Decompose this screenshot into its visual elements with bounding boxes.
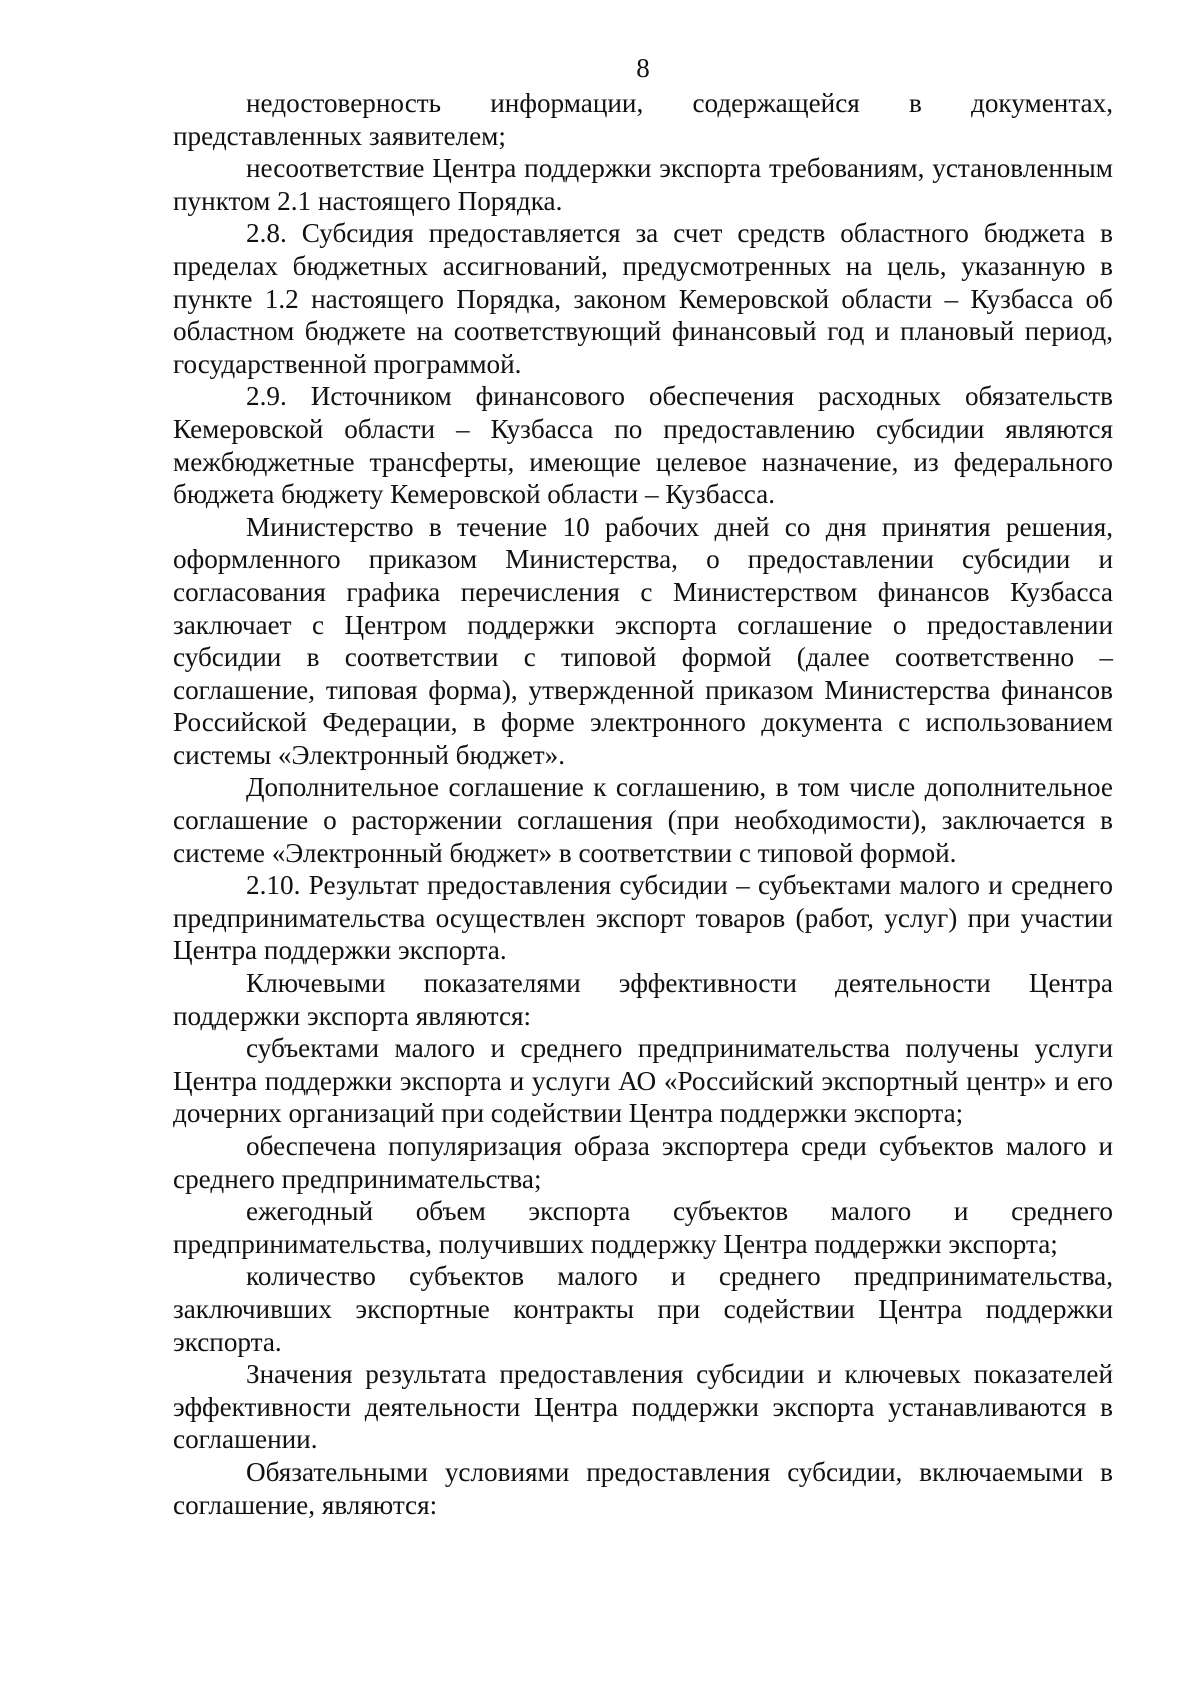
paragraph-9: субъектами малого и среднего предпринимательства получены услуги Центра поддержки экспорта и услуги АО «Российский экспортный центр» и его дочерних организаций при содействии Центра поддержки экспорта; (173, 1033, 1113, 1129)
paragraph-11: ежегодный объем экспорта субъектов малого и среднего предпринимательства, получивших поддержку Центра поддержки экспорта; (173, 1196, 1113, 1259)
paragraph-13: Значения результата предоставления субсидии и ключевых показателей эффективности деятельности Центра поддержки экспорта устанавливаются в соглашении. (173, 1359, 1113, 1455)
paragraph-14: Обязательными условиями предоставления субсидии, включаемыми в соглашение, являются: (173, 1456, 1113, 1520)
paragraph-5: Министерство в течение 10 рабочих дней со дня принятия решения, оформленного приказом Министерства, о предоставлении субсидии и согласования графика перечисления с Министерством финансов Кузбасса заключает с Центром поддержки экспорта соглашение о предоставлении субсидии в соответствии с типовой формой (далее соответственно – соглашение, типовая форма), утвержденной приказом Министерства финансов Российской Федерации, в форме электронного документа с использованием системы «Электронный бюджет». (173, 511, 1113, 770)
page-number: 8 (636, 53, 650, 83)
paragraph-1: недостоверность информации, содержащейся в документах, представленных заявителем; (173, 88, 1113, 151)
paragraph-8: Ключевыми показателями эффективности деятельности Центра поддержки экспорта являются: (173, 968, 1113, 1031)
paragraph-6: Дополнительное соглашение к соглашению, в том числе дополнительное соглашение о расторжении соглашения (при необходимости), заключается в системе «Электронный бюджет» в соответствии с типовой формой. (173, 772, 1113, 868)
paragraph-4: 2.9. Источником финансового обеспечения расходных обязательств Кемеровской области – Кузбасса по предоставлению субсидии являются межбюджетные трансферты, имеющие целевое назначение, из федерального бюджета бюджету Кемеровской области – Кузбасса. (173, 381, 1113, 510)
paragraph-10: обеспечена популяризация образа экспортера среди субъектов малого и среднего предпринимательства; (173, 1131, 1113, 1194)
paragraph-7: 2.10. Результат предоставления субсидии – субъектами малого и среднего предпринимательства осуществлен экспорт товаров (работ, услуг) при участии Центра поддержки экспорта. (173, 870, 1113, 966)
paragraph-3: 2.8. Субсидия предоставляется за счет средств областного бюджета в пределах бюджетных ассигнований, предусмотренных на цель, указанную в пункте 1.2 настоящего Порядка, законом Кемеровской области – Кузбасса об областном бюджете на соответствующий финансовый год и плановый период, государственной программой. (173, 218, 1113, 379)
paragraph-12: количество субъектов малого и среднего предпринимательства, заключивших экспортные контракты при содействии Центра поддержки экспорта. (173, 1261, 1113, 1357)
document-page (173, 55, 1113, 1521)
paragraph-2: несоответствие Центра поддержки экспорта требованиям, установленным пунктом 2.1 настоящего Порядка. (173, 153, 1113, 216)
